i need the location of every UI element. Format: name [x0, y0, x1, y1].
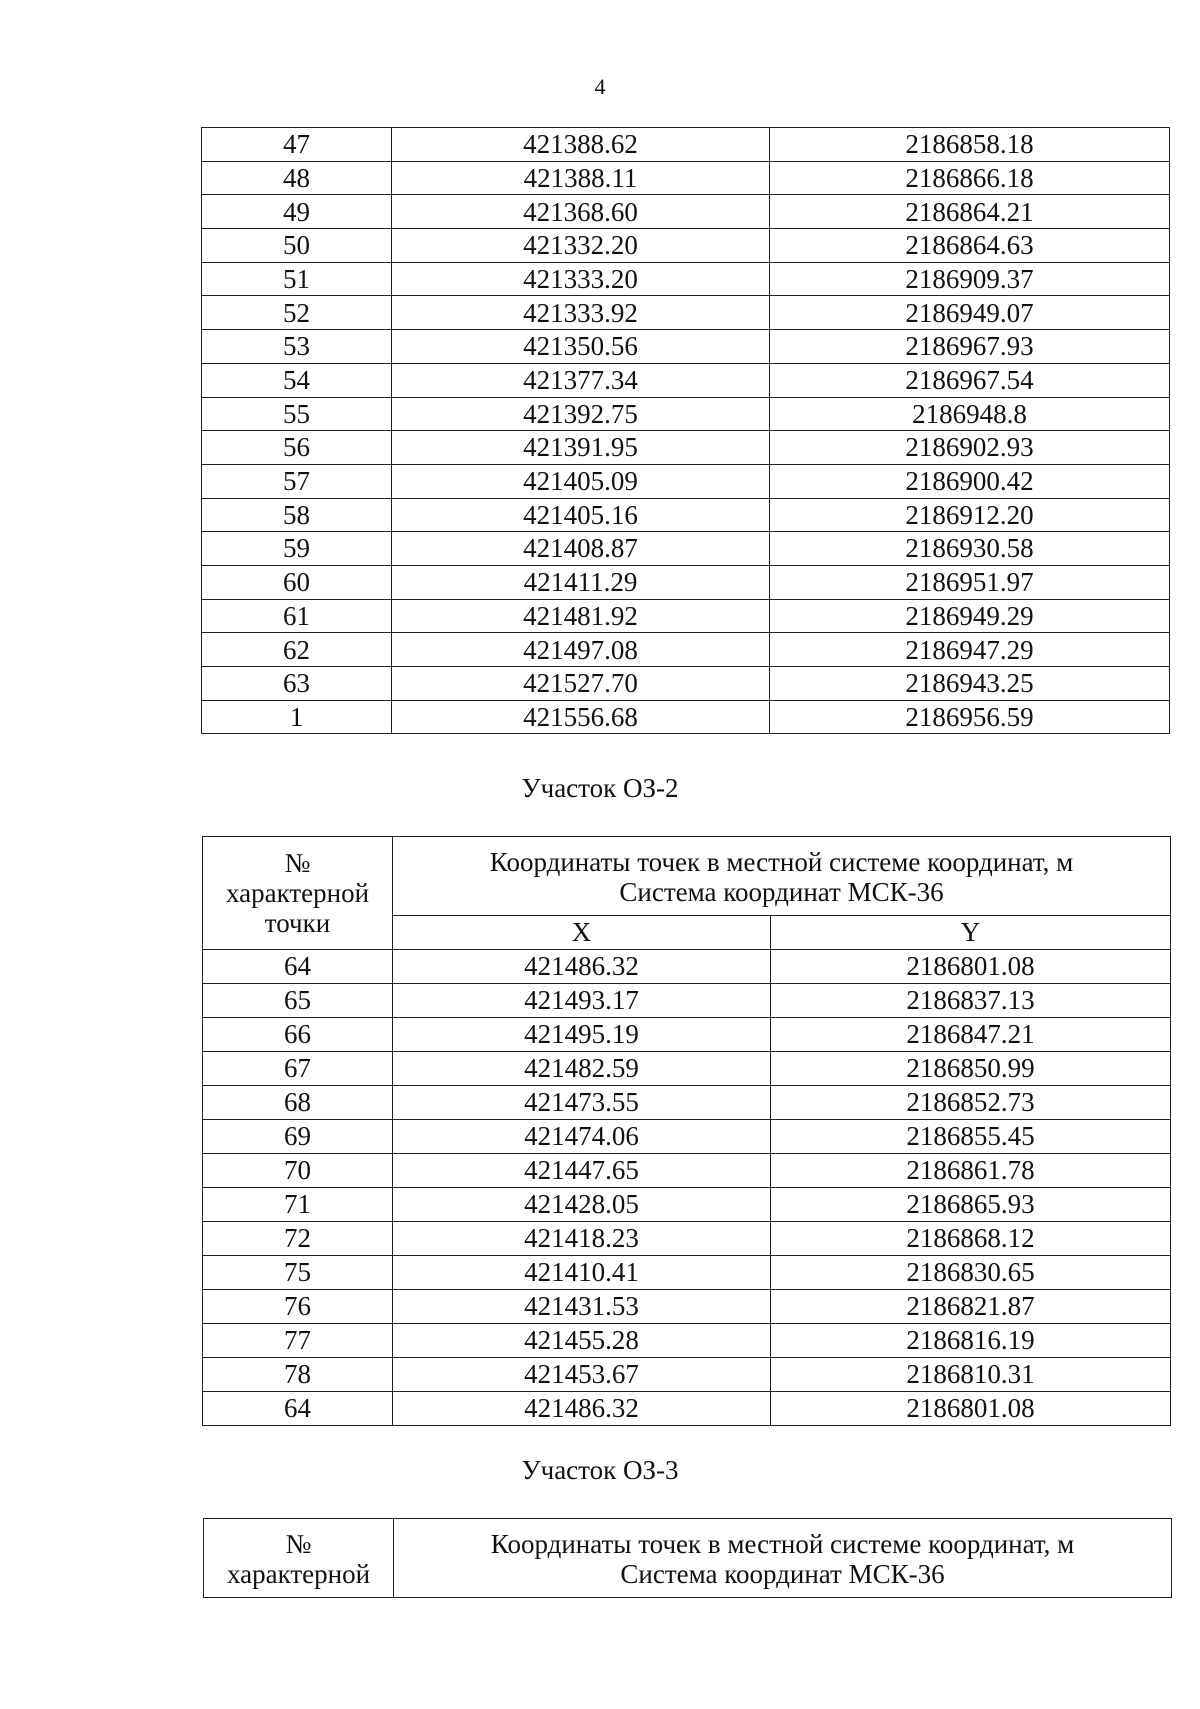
point-number-cell: 59 [202, 532, 392, 566]
point-number-cell: 72 [203, 1222, 393, 1256]
point-number-cell: 63 [202, 667, 392, 701]
header-line: № [284, 847, 311, 878]
x-coordinate-cell: 421527.70 [392, 667, 770, 701]
y-coordinate-cell: 2186821.87 [771, 1290, 1171, 1324]
coordinates-table-oz1-continued [201, 127, 1170, 734]
table-row [202, 599, 1170, 633]
table-row [202, 498, 1170, 532]
point-number-cell: 56 [202, 431, 392, 465]
y-coordinate-cell: 2186864.21 [770, 195, 1170, 229]
y-coordinate-cell: 2186801.08 [771, 950, 1171, 984]
point-number-cell: 49 [202, 195, 392, 229]
y-coordinate-cell: 2186949.07 [770, 296, 1170, 330]
x-coordinate-cell: 421333.92 [392, 296, 770, 330]
x-coordinate-cell: 421453.67 [393, 1358, 771, 1392]
header-line: Координаты точек в местной системе координат, м [490, 1528, 1075, 1559]
point-number-cell: 51 [202, 262, 392, 296]
point-number-cell: 66 [203, 1018, 393, 1052]
x-coordinate-cell: 421474.06 [393, 1120, 771, 1154]
header-line: характерной [225, 877, 370, 908]
y-coordinate-cell: 2186912.20 [770, 498, 1170, 532]
y-coordinate-cell: 2186864.63 [770, 229, 1170, 263]
point-number-cell: 69 [203, 1120, 393, 1154]
point-number-cell: 76 [203, 1290, 393, 1324]
coordinates-table-oz2 [202, 836, 1171, 1426]
y-coordinate-cell: 2186930.58 [770, 532, 1170, 566]
point-number-cell: 70 [203, 1154, 393, 1188]
x-coordinate-cell: 421556.68 [392, 700, 770, 734]
y-coordinate-cell: 2186866.18 [770, 161, 1170, 195]
y-coordinate-cell: 2186902.93 [770, 431, 1170, 465]
point-number-cell: 61 [202, 599, 392, 633]
y-coordinate-cell: 2186948.8 [770, 397, 1170, 431]
x-coordinate-cell: 421350.56 [392, 330, 770, 364]
coordinates-header [393, 837, 1171, 916]
point-number-cell: 64 [203, 950, 393, 984]
x-coordinate-cell: 421481.92 [392, 599, 770, 633]
x-coordinate-cell: 421408.87 [392, 532, 770, 566]
coordinates-header [394, 1519, 1172, 1598]
y-coordinate-cell: 2186861.78 [771, 1154, 1171, 1188]
point-number-cell: 58 [202, 498, 392, 532]
x-coordinate-cell: 421447.65 [393, 1154, 771, 1188]
y-coordinate-cell: 2186956.59 [770, 700, 1170, 734]
y-coordinate-cell: 2186801.08 [771, 1392, 1171, 1426]
point-number-cell: 1 [202, 700, 392, 734]
table-row [202, 296, 1170, 330]
x-coordinate-cell: 421431.53 [393, 1290, 771, 1324]
y-coordinate-cell: 2186909.37 [770, 262, 1170, 296]
table-row [203, 1120, 1171, 1154]
table-body [202, 128, 1170, 734]
point-number-cell: 65 [203, 984, 393, 1018]
point-number-cell: 71 [203, 1188, 393, 1222]
x-coordinate-cell: 421473.55 [393, 1086, 771, 1120]
table-row [202, 363, 1170, 397]
point-number-cell: 52 [202, 296, 392, 330]
x-coordinate-cell: 421405.16 [392, 498, 770, 532]
table-row [203, 1358, 1171, 1392]
y-coordinate-cell: 2186837.13 [771, 984, 1171, 1018]
x-coordinate-cell: 421495.19 [393, 1018, 771, 1052]
point-number-cell: 60 [202, 565, 392, 599]
y-coordinate-cell: 2186865.93 [771, 1188, 1171, 1222]
x-coordinate-cell: 421333.20 [392, 262, 770, 296]
point-number-cell: 75 [203, 1256, 393, 1290]
x-column-header: X [393, 916, 771, 950]
table-row [203, 1256, 1171, 1290]
section-heading-oz3: Участок ОЗ-3 [521, 1455, 679, 1485]
table-row [203, 984, 1171, 1018]
x-coordinate-cell: 421388.11 [392, 161, 770, 195]
coordinates-table-oz3 [203, 1518, 1172, 1598]
x-coordinate-cell: 421410.41 [393, 1256, 771, 1290]
x-coordinate-cell: 421455.28 [393, 1324, 771, 1358]
y-coordinate-cell: 2186810.31 [771, 1358, 1171, 1392]
table-row [202, 330, 1170, 364]
point-number-cell: 64 [203, 1392, 393, 1426]
table-row [203, 1222, 1171, 1256]
point-number-cell: 53 [202, 330, 392, 364]
point-number-header [203, 837, 393, 950]
x-coordinate-cell: 421428.05 [393, 1188, 771, 1222]
table-row [202, 161, 1170, 195]
table-header [203, 837, 1171, 950]
point-number-cell: 50 [202, 229, 392, 263]
x-coordinate-cell: 421368.60 [392, 195, 770, 229]
table-row [203, 1018, 1171, 1052]
point-number-cell: 67 [203, 1052, 393, 1086]
x-coordinate-cell: 421493.17 [393, 984, 771, 1018]
header-line: Координаты точек в местной системе координат, м [489, 846, 1074, 877]
table-row [203, 1052, 1171, 1086]
table-row [202, 532, 1170, 566]
y-coordinate-cell: 2186852.73 [771, 1086, 1171, 1120]
point-number-cell: 55 [202, 397, 392, 431]
y-coordinate-cell: 2186855.45 [771, 1120, 1171, 1154]
table-header [204, 1519, 1172, 1598]
table-row [202, 431, 1170, 465]
point-number-cell: 47 [202, 128, 392, 162]
x-coordinate-cell: 421405.09 [392, 464, 770, 498]
header-line: точки [264, 908, 331, 939]
x-coordinate-cell: 421392.75 [392, 397, 770, 431]
header-line: характерной [226, 1559, 371, 1589]
table-body [203, 950, 1171, 1426]
table-row [202, 565, 1170, 599]
header-line: № [285, 1528, 312, 1559]
y-coordinate-cell: 2186850.99 [771, 1052, 1171, 1086]
header-line: Система координат МСК-36 [620, 1559, 945, 1589]
x-coordinate-cell: 421388.62 [392, 128, 770, 162]
table-row [203, 1188, 1171, 1222]
x-coordinate-cell: 421497.08 [392, 633, 770, 667]
y-coordinate-cell: 2186943.25 [770, 667, 1170, 701]
x-coordinate-cell: 421411.29 [392, 565, 770, 599]
point-number-cell: 48 [202, 161, 392, 195]
table-row [203, 1086, 1171, 1120]
x-coordinate-cell: 421391.95 [392, 431, 770, 465]
y-coordinate-cell: 2186900.42 [770, 464, 1170, 498]
y-column-header: Y [771, 916, 1171, 950]
header-line: Система координат МСК-36 [619, 877, 944, 907]
table-row [202, 464, 1170, 498]
x-coordinate-cell: 421418.23 [393, 1222, 771, 1256]
table-row [203, 950, 1171, 984]
y-coordinate-cell: 2186816.19 [771, 1324, 1171, 1358]
y-coordinate-cell: 2186947.29 [770, 633, 1170, 667]
page-number: 4 [594, 74, 606, 99]
x-coordinate-cell: 421486.32 [393, 1392, 771, 1426]
y-coordinate-cell: 2186951.97 [770, 565, 1170, 599]
y-coordinate-cell: 2186858.18 [770, 128, 1170, 162]
x-coordinate-cell: 421482.59 [393, 1052, 771, 1086]
table-row [203, 1392, 1171, 1426]
y-coordinate-cell: 2186967.54 [770, 363, 1170, 397]
y-coordinate-cell: 2186949.29 [770, 599, 1170, 633]
table-row [202, 667, 1170, 701]
point-number-cell: 78 [203, 1358, 393, 1392]
table-row [202, 700, 1170, 734]
x-coordinate-cell: 421332.20 [392, 229, 770, 263]
point-number-cell: 57 [202, 464, 392, 498]
y-coordinate-cell: 2186830.65 [771, 1256, 1171, 1290]
x-coordinate-cell: 421486.32 [393, 950, 771, 984]
table-row [202, 262, 1170, 296]
y-coordinate-cell: 2186967.93 [770, 330, 1170, 364]
table-row [202, 397, 1170, 431]
table-row [202, 229, 1170, 263]
point-number-cell: 54 [202, 363, 392, 397]
table-row [203, 1324, 1171, 1358]
y-coordinate-cell: 2186847.21 [771, 1018, 1171, 1052]
point-number-cell: 62 [202, 633, 392, 667]
table-row [202, 195, 1170, 229]
table-row [202, 128, 1170, 162]
table-row [203, 1290, 1171, 1324]
point-number-header [204, 1519, 394, 1598]
point-number-cell: 68 [203, 1086, 393, 1120]
table-row [203, 1154, 1171, 1188]
x-coordinate-cell: 421377.34 [392, 363, 770, 397]
section-heading-oz2: Участок ОЗ-2 [521, 773, 679, 803]
point-number-cell: 77 [203, 1324, 393, 1358]
table-row [202, 633, 1170, 667]
y-coordinate-cell: 2186868.12 [771, 1222, 1171, 1256]
